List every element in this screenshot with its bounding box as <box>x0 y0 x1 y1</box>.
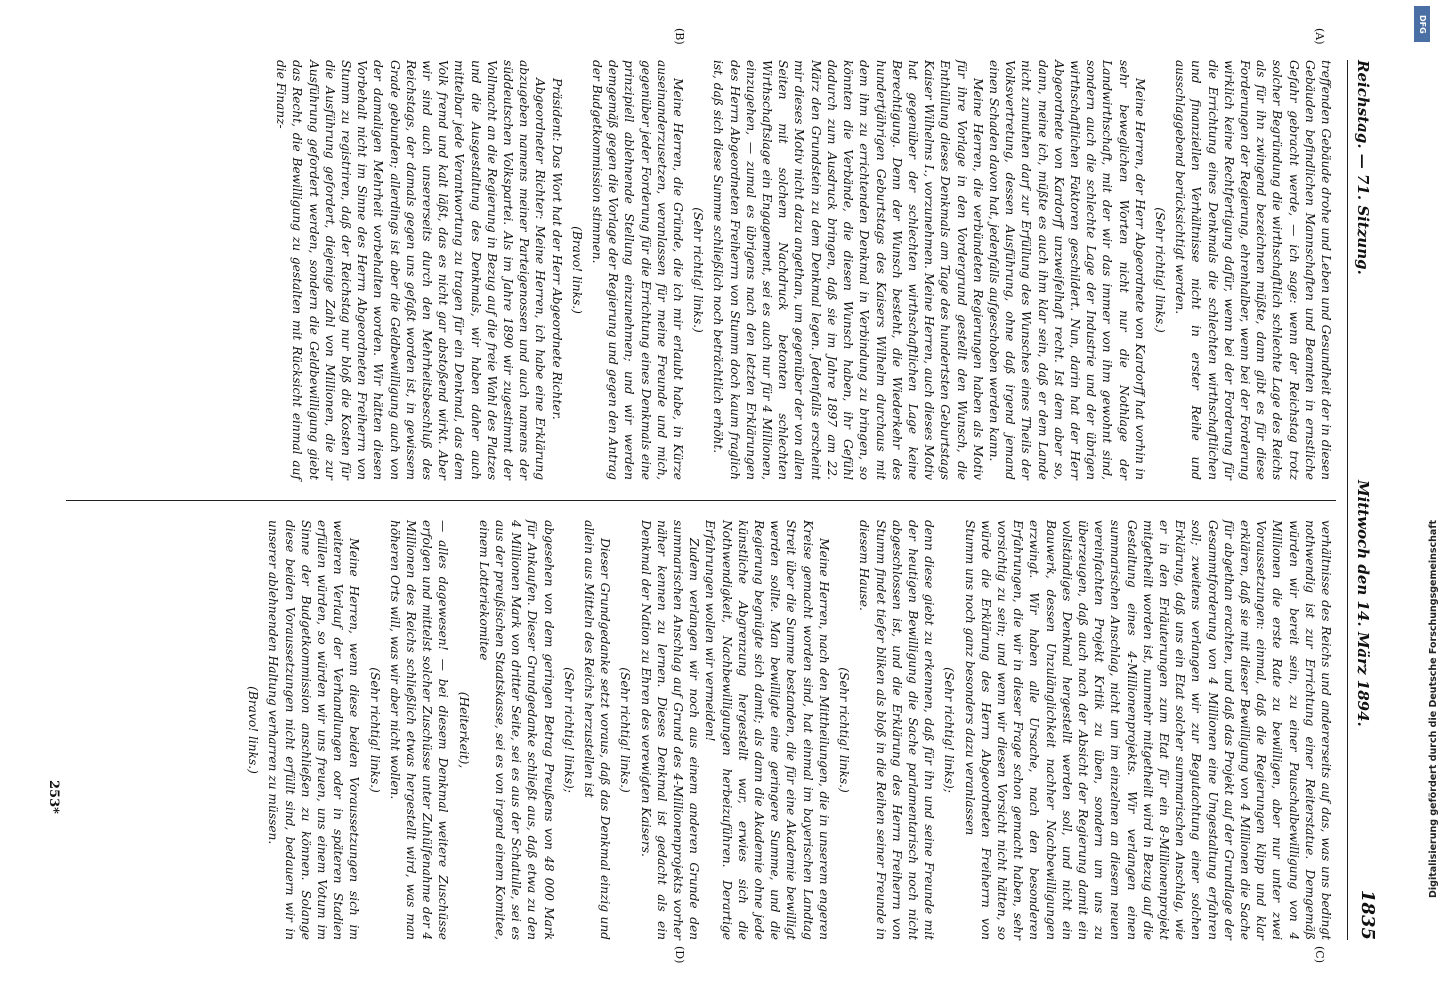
page-header <box>1348 60 1378 940</box>
speaker-paragraph: Abgeordneter Richter: Meine Herren, ich habe eine Erklärung abzugeben namens meiner Parteigenossen und auch namens der süddeutschen Volkspartei. Als im Jahre 1890 wir zugestimmt der Vollmacht an die Regierung in Bezug auf die freie Wahl des Platzes und die Ausgestaltung des Denkmals, wir haben daher auch mittelbar jede Verantwortung zu tragen für ein Denkmal, das dem Volk fremd und kalt läßt, das es nicht gar abstoßend wirkt. Aber wir sind auch unsererseits durch den Mehrheitsbeschluß des Reichstags, der damals gegen uns gefaßt worden ist, in gewissem Grade gebunden; allerdings ist aber die Geldbewilligung auch von der damaligen Mehrheit vorbehalten worden. Wir hätten diesen Vorbehalt nicht im Sinne des Herrn Abgeordneten Freiherrn von Stumm zu registriren, daß der Reichstag nur bloß die Kosten für die Ausführung gefordert, diejenige Zahl von Millionen, die zur Ausführung gefordert werden, sondern die Geldbewilligung giebt das Recht, die Bewilligung zu gestalten mit Rücksicht einmal auf die Finanz- <box>274 60 548 480</box>
header-date: Mittwoch den 14. März 1894. <box>1354 480 1372 727</box>
interjection: (Sehr richtig! links.) <box>1152 207 1167 333</box>
paragraph: Meine Herren, die Gründe, die ich mir erlaubt habe, in Kürze auseinanderzusetzen, veranlassen für meine Freunde und mich, gegenüber jeder Forderung für die Errichtung eines Denkmals eine prinzipiell ablehnende Stellung einzunehmen; und wir werden demgemäß gegen die Vorlage der Regierung und gegen den Antrag der Budgetkommission stimmen. <box>590 60 686 480</box>
paragraph: Dieser Grundgedanke setzt voraus, daß das Denkmal einzig und allein aus Mitteln des Reichs herzustellen ist <box>582 520 613 940</box>
paragraph: denn diese giebt zu erkennen, daß für ihn und seine Freunde mit der heutigen Bewilligung die Sache parlamentarisch noch nicht abgeschlossen ist, und die Erklärung des Herrn Freiherrn von Stumm findet tiefer bliken als bloß in die Reihen seiner Freunde in diesem Hause. <box>857 520 937 940</box>
interjection: (Bravo! links.) <box>246 686 261 774</box>
interjection: (Sehr richtig! links.) <box>618 667 633 793</box>
right-column <box>64 520 1334 940</box>
sheet-signature: 253* <box>46 780 61 814</box>
paragraph: verhältnisse des Reichs und andererseits auf das, was uns bedingt nothwendig ist zur Errichtung einer Reiterstatue. Demgemäß würden wir bereit sein, zu einer Pauschalbewilligung von 4 Millionen die erste Rate zu bewilligen, aber nur unter zwei Voraussetzungen: einmal, daß die Regierungen klipp und klar erklären, daß sie mit dieser Bewilligung von 4 Millionen die Sache für abgethan erachten, und daß das Projekt auf der Grundlage der Gesammtforderung von 4 Millionen eine Umgestaltung erfahren soll; zweitens verlangen wir zur Begutachtung einer solchen Erklärung, daß uns ein Etat solcher summarischen Anschlag, wie er in den Erläuterungen zum Etat für ein 8-Millionenprojekt mitgetheilt worden ist, nunmehr mitgetheilt wird in Bezug auf die Gestaltung eines 4-Millionenprojekts. Wir verlangen einen summarischen Anschlag, nicht um im einzelnen an diesem neuen vereinfachten Projekt Kritik zu üben, sondern um uns zu überzeugen, daß auch nach der Absicht der Regierung damit ein vollständiges Denkmal hergestellt werden soll, und nicht ein Bauwerk, dessen Unzulänglichkeit nachher Nachbewilligungen erzwingt. Wir haben alle Ursache, nach den besonderen Erfahrungen, die wir in dieser Frage schon gemacht haben, sehr vorsichtig zu sein; und wenn wir diesen Vorsicht nicht hätten, so würde die Erklärung des Herrn Abgeordneten Freiherrn von Stumm uns noch ganz besonders dazu veranlassen <box>962 520 1333 940</box>
header-page-number: 1835 <box>1357 889 1378 940</box>
left-column <box>64 60 1334 480</box>
margin-mark-d: (D) <box>673 946 686 964</box>
paragraph: — alles dagewesen! — bei diesem Denkmal weitere Zuschüsse erfolgen und mittelst solcher Zuschüsse unter Zuhülfenahme der 4 Millionen des Reichs schließlich etwas hergestellt wird, was man höheren Orts will, was wir aber nicht wollen. <box>387 520 451 940</box>
interjection: (Sehr richtig! links.) <box>367 667 382 793</box>
interjection: (Bravo! links.) <box>569 226 584 314</box>
rotated-page-content <box>26 20 1406 980</box>
margin-mark-a: (A) <box>1313 28 1326 45</box>
interjection: (Sehr richtig! links.) <box>691 207 706 333</box>
interjection: (Sehr richtig! links); <box>561 667 576 793</box>
column-divider <box>66 500 1336 501</box>
paragraph: Meine Herren, der Herr Abgeordnete von Kardorff hat vorhin in sehr beweglichen Worten nicht nur die Nothlage der Landwirthschaft, mit der wir das immer von ihm gewohnt sind, sondern auch die schlechte Lage der Industrie und der übrigen wirthschaftlichen Faktoren geschildert. Nun, darin hat der Herr Abgeordnete von Kardorff unzweifelhaft recht. Ist dem aber so, dann, meine ich, müßte es auch ihm klar sein, daß er dem Lande nicht zumuthen darf zur Erfüllung des Wunsches eines Theils der Volksvertretung, dessen Ausführung, ohne daß irgend jemand einen Schaden davon hat, jedenfalls aufgeschoben werden kann. <box>986 60 1147 480</box>
margin-mark-b: (B) <box>673 28 686 45</box>
paragraph: abgesehen von dem geringen Betrag Preußens von 48 000 Mark für Ankaufen. Dieser Grundgedanke schließt aus, daß etwa zu den 4 Millionen Mark von dritter Seite, sei es aus der Schatulle, sei es aus der preußischen Staatskasse, sei es von irgend einem Komitee, einem Lotteriekomitee <box>476 520 556 940</box>
paragraph: Zudem verlangen wir noch aus einem anderen Grunde den summarischen Anschlag auf Grund des 4-Millionenprojekts vorher näher kennen zu lernen. Dieses Denkmal ist gedacht als ein Denkmal der Nation zu Ehren des verewigten Kaisers. <box>638 520 702 940</box>
digitization-credit-strip <box>1410 0 1439 1000</box>
speaker-paragraph: Präsident: Das Wort hat der Herr Abgeordnete Richter. <box>549 78 564 420</box>
paragraph: Meine Herren, nach den Mittheilungen, die in unserem engeren Kreise gemacht worden sind, hat einmal im bayerischen Landtag Streit über die Summe bestanden, die für eine Akademie bewilligt werden sollte. Man bewilligte eine geringere Summe, und die Regierung begnügte sich damit; als dann die Akademie ohne jede künstliche Abgrenzung hergestellt war, erwies sich die Nothwendigkeit, Nachbewilligungen herbeizuführen. Derartige Erfahrungen wollen wir vermeiden! <box>703 520 831 940</box>
interjection: (Heiterkeit), <box>456 691 471 769</box>
header-rule <box>1347 60 1348 940</box>
header-session: Reichstag. — 71. Sitzung. <box>1354 60 1372 275</box>
interjection: (Sehr richtig! links.) <box>837 667 852 793</box>
digitization-credit: Digitalisierung gefördert durch die Deutsche Forschungsgemeinschaft <box>1428 520 1439 898</box>
dfg-logo: DFG <box>1414 6 1430 42</box>
interjection: (Sehr richtig! links); <box>942 667 957 793</box>
paragraph: Meine Herren, die verbündeten Regierungen haben als Motiv für ihre Vorlage in den Vordergrund gestellt den Wunsch, die Enthüllung dieses Denkmals am Tage des hundertsten Geburtstags Kaiser Wilhelms I., vorzunehmen. Meine Herren, auch dieses Motiv hat gegenüber der schlechten wirthschaftlichen Lage keine Berechtigung. Denn der Wunsch besteht, die Wiederkehr des hundertjährigen Geburtstags des Kaisers Wilhelm durchaus mit dem ihm zu errichtenden Denkmal in Verbindung zu bringen, so könnten die Verbände, die diesen Wunsch haben, ihr Gefühl dadurch zum Ausdruck bringen, daß sie im Jahre 1897 am 22. März den Grundstein zu dem Denkmal legen. Jedenfalls erscheint mir dieses Motiv nicht dazu angethan, um gegenüber der von allen Seiten mit solchem Nachdruck betonten schlechten Wirthschaftslage ein Engagement, sei es auch nur für 4 Millionen, einzugehen, — zumal es übrigens nach den letzten Erklärungen des Herrn Abgeordneten Freiherrn von Stumm doch kaum fraglich ist, daß sich diese Summe schließlich noch beträchtlich erhöht. <box>711 60 985 480</box>
margin-mark-c: (C) <box>1313 946 1326 963</box>
paragraph: Meine Herren, wenn diese beiden Voraussetzungen sich im weiteren Verlauf der Verhandlungen oder in späteren Stadien erfüllen würden, so würden wir uns freuen, uns einem Votum im Sinne der Budgetkommission anschließen zu können. Solange diese beiden Voraussetzungen nicht erfüllt sind, bedauern wir in unserer ablehnenden Haltung verharren zu müssen. <box>266 520 362 940</box>
paragraph: treffenden Gebäude drohe und Leben und Gesundheit der in diesen Gebäuden befindlichen Mannschaften und Beamten in ernstliche Gefahr gebracht werde, — ich sage: wenn der Reichstag trotz solcher Begründung die wirthschaftlich schlechte Lage des Reichs als für ihn zwingend bezeichnen müßte, dann gibt es für diese Forderungen der Regierung, ehrenhalber, wenn bei der Forderung wirklich keine Rechtfertigung dafür, wenn bei der Forderung für die Errichtung eines Denkmals die schlechten wirthschaftlichen und finanziellen Verhältnisse nicht in erster Reihe und ausschlaggebend berücksichtigt werden. <box>1173 60 1333 480</box>
